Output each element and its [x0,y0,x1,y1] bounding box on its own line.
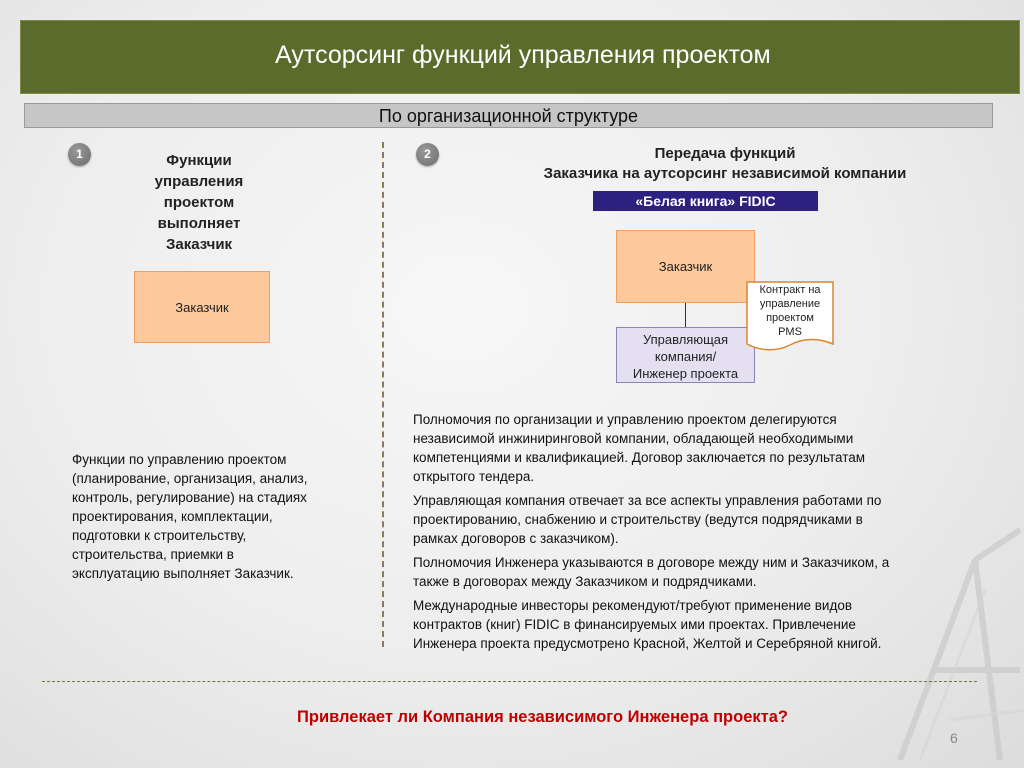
left-body-line: строительства, приемки в [72,547,234,562]
managing-company-line: Управляющая [642,332,729,347]
client-box-right-label: Заказчик [658,259,713,274]
paragraph-line: Инженера проекта предусмотрено Красной, Желтой и Серебряной книгой. [413,636,882,651]
paragraph-line: Полномочия Инженера указываются в договоре между ним и Заказчиком, а [413,555,890,570]
paragraph-line: независимой инжиниринговой компании, обладающей необходимыми [413,431,854,446]
right-heading-line-2: Заказчика на аутсорсинг независимой компании [543,165,907,182]
right-body-text [413,410,1003,658]
paragraph-line: Международные инвесторы рекомендуют/требуют применение видов [413,598,853,613]
left-heading-line: проектом [163,194,235,211]
left-heading-line: выполняет [157,215,241,232]
right-heading [490,144,980,184]
contract-line: PMS [778,326,802,338]
left-heading [140,150,258,255]
page-number: 6 [950,730,958,746]
managing-company-box [616,327,755,383]
connector-line [685,303,686,328]
paragraph-line: Управляющая компания отвечает за все аспекты управления работами по [413,493,882,508]
client-box-right [616,230,755,303]
contract-line: Контракт на [759,284,821,296]
paragraph-line: рамках договоров с заказчиком). [413,531,619,546]
paragraph [413,410,1003,486]
paragraph-line: компетенциями и квалификацией. Договор заключается по результатам [413,450,866,465]
right-heading-line-1: Передача функций [654,145,796,162]
left-body-line: контроль, регулирование) на стадиях [72,490,307,505]
left-body-line: (планирование, организация, анализ, [72,471,308,486]
paragraph [413,596,1003,653]
contract-line: управление [759,298,821,310]
badge-2: 2 [416,143,439,166]
vertical-divider [382,142,384,647]
paragraph-line: также в договорах между Заказчиком и подрядчиками. [413,574,757,589]
badge-1: 1 [68,143,91,166]
paragraph [413,491,1003,548]
left-heading-line: Заказчик [165,236,233,253]
slide-title: Аутсорсинг функций управления проектом [275,41,771,69]
paragraph-line: Полномочия по организации и управлению проектом делегируются [413,412,837,427]
contract-document-text [748,283,832,339]
paragraph-line: контрактов (книг) FIDIC в финансируемых ими проектах. Привлечение [413,617,856,632]
left-body-line: проектирования, комплектации, [72,509,273,524]
left-body-line: Функции по управлению проектом [72,452,287,467]
horizontal-divider [42,681,977,682]
contract-line: проектом [766,312,814,324]
title-bar [20,20,1020,94]
left-heading-line: управления [154,173,244,190]
left-body-text [72,450,372,583]
slide-subtitle: По организационной структуре [378,106,639,126]
client-box-left [134,271,270,343]
left-heading-line: Функции [166,152,232,169]
paragraph-line: проектированию, снабжению и строительству (ведутся подрядчиками в [413,512,863,527]
closing-question: Привлекает ли Компания независимого Инженера проекта? [297,708,788,726]
managing-company-line: компания/ [654,349,717,364]
client-box-left-label: Заказчик [175,299,229,315]
left-body-line: подготовки к строительству, [72,528,247,543]
managing-company-line: Инженер проекта [632,366,739,381]
fidic-white-book-label: «Белая книга» FIDIC [593,191,818,211]
subtitle-band [24,103,993,128]
paragraph-line: открытого тендера. [413,469,535,484]
paragraph [413,553,1003,591]
left-body-line: эксплуатацию выполняет Заказчик. [72,566,294,581]
